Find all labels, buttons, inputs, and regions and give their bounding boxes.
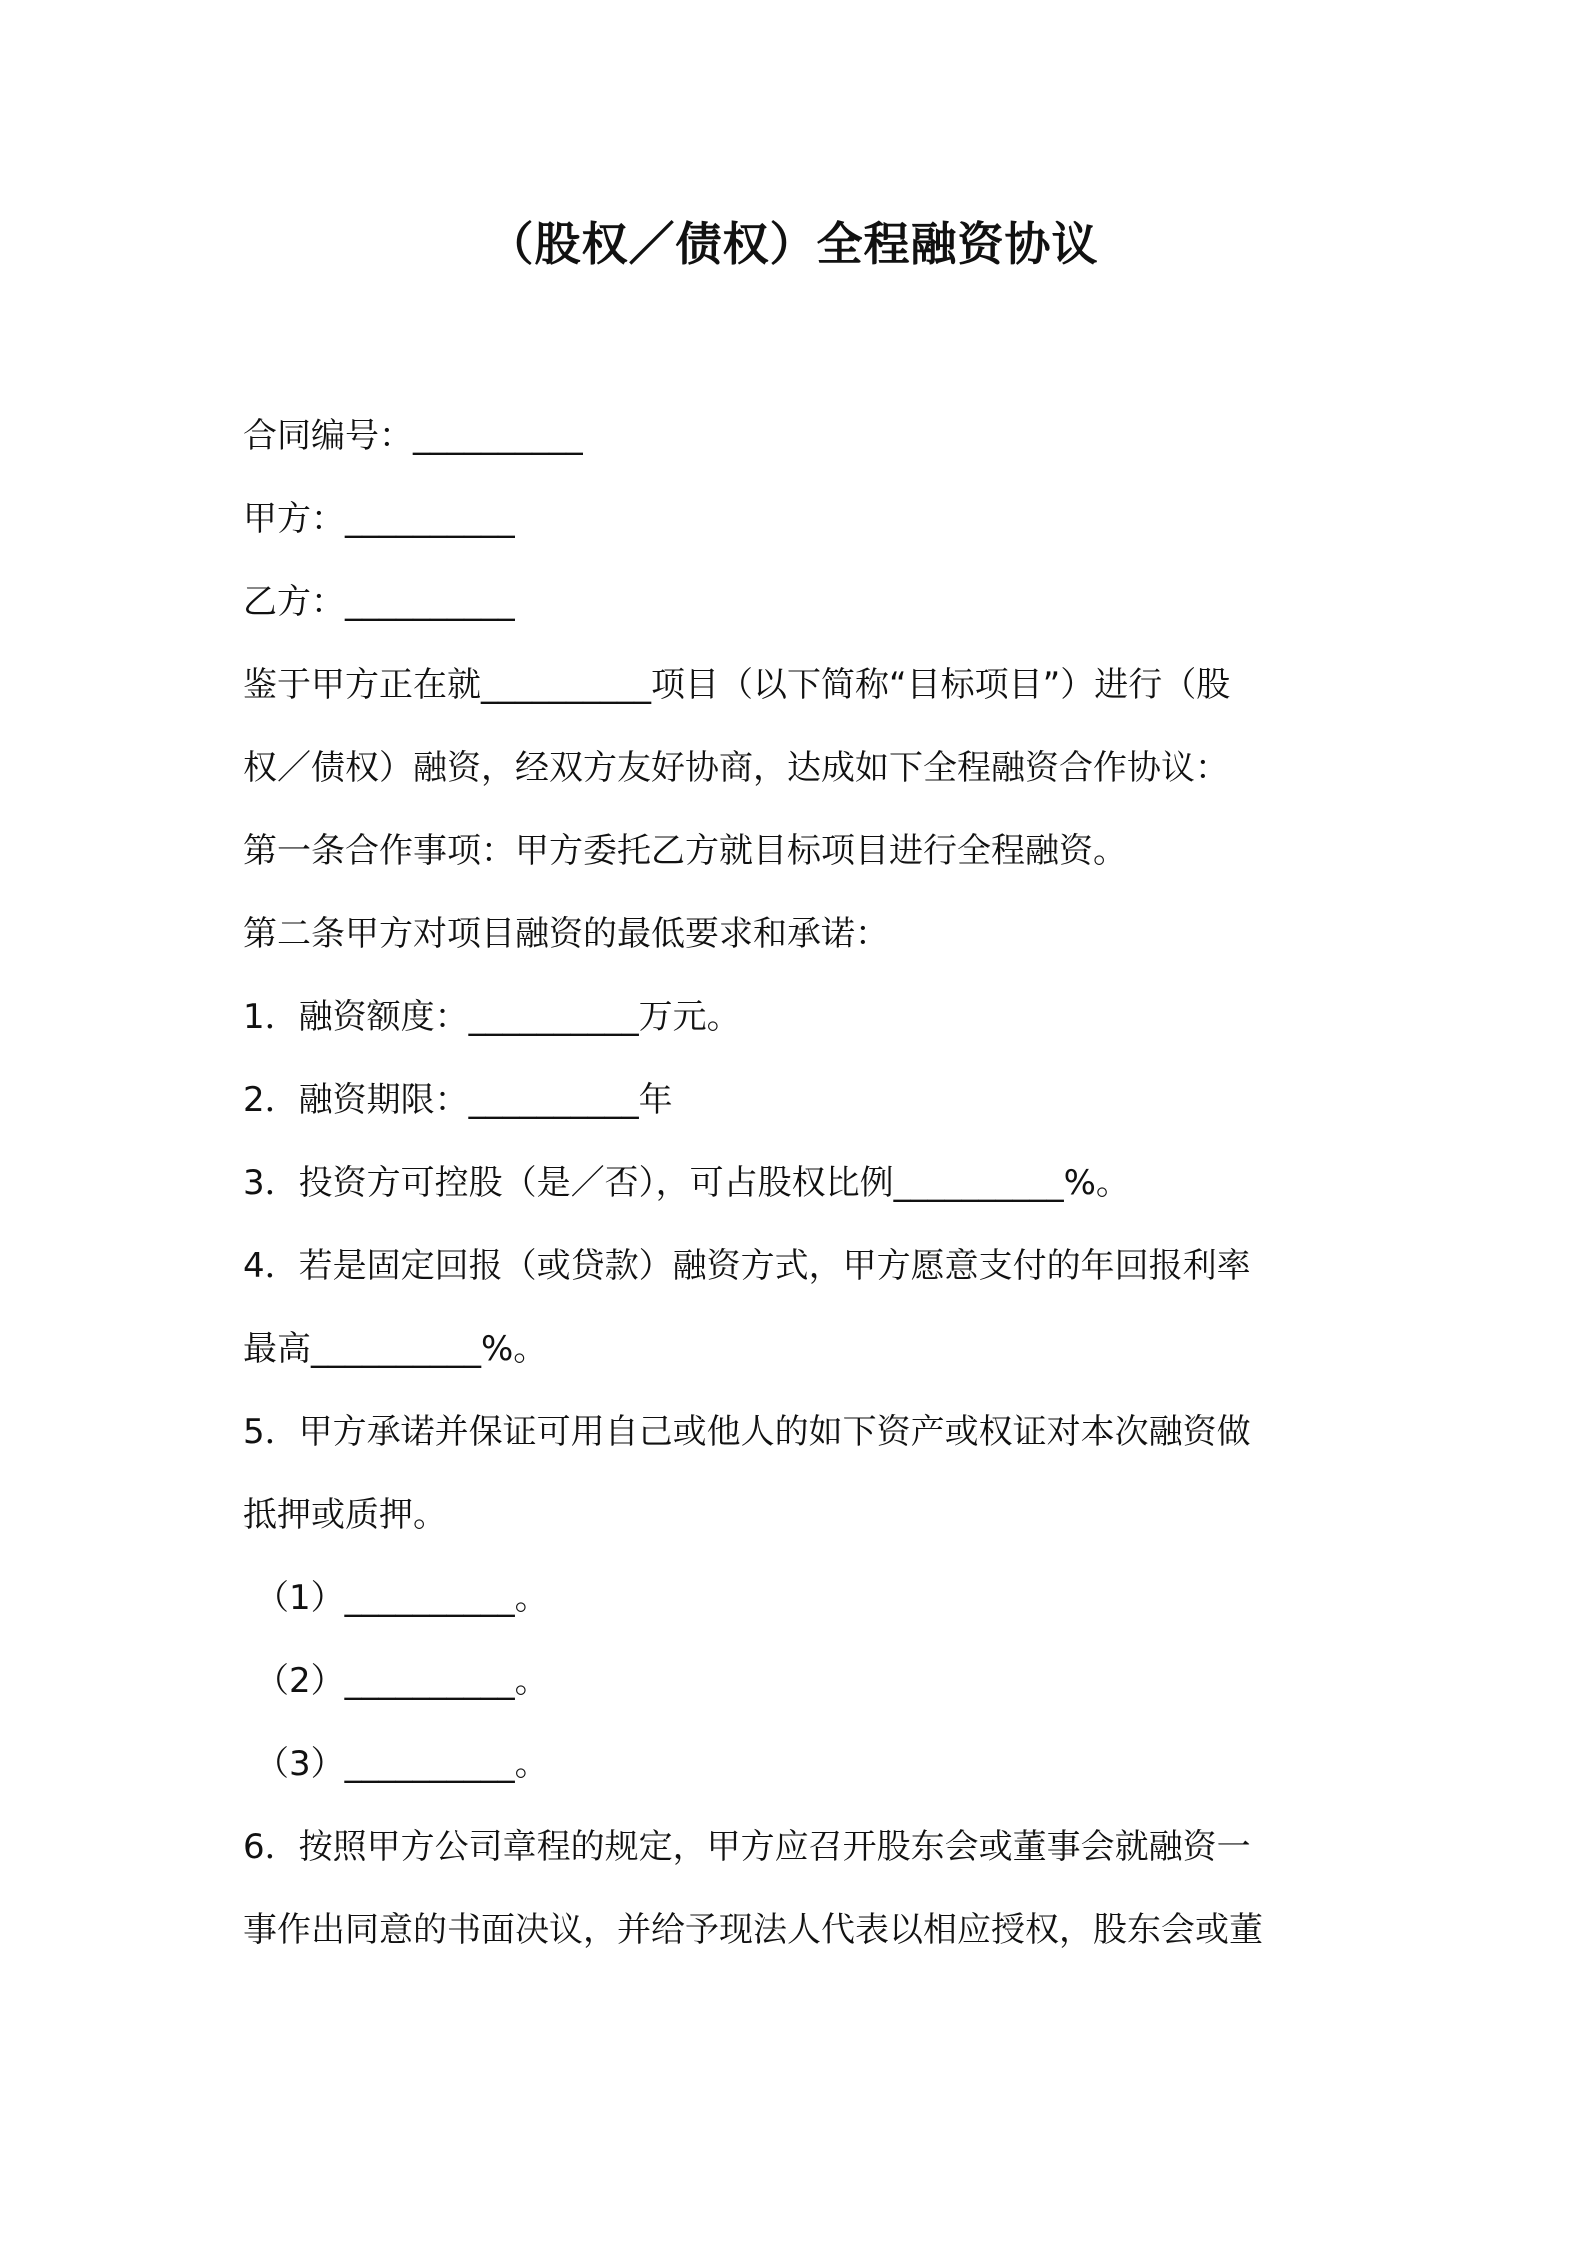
item-5-collateral-line-2: 抵押或质押。 (243, 1495, 447, 1535)
item-4-return-rate-line-1: 4．若是固定回报（或贷款）融资方式，甲方愿意支付的年回报利率 (243, 1246, 1251, 1286)
item-5-collateral-line-1: 5．甲方承诺并保证可用自己或他人的如下资产或权证对本次融资做 (243, 1412, 1251, 1452)
preamble-line-1: 鉴于甲方正在就__________项目（以下简称“目标项目”）进行（股 (243, 665, 1231, 705)
preamble-line-2: 权／债权）融资，经双方友好协商，达成如下全程融资合作协议： (243, 748, 1229, 788)
item-6-resolution-line-2: 事作出同意的书面决议，并给予现法人代表以相应授权，股东会或董 (243, 1910, 1263, 1950)
item-2-financing-term: 2．融资期限：__________年 (243, 1080, 673, 1120)
party-a-line: 甲方：__________ (243, 499, 515, 539)
contract-number-line: 合同编号：__________ (243, 416, 583, 456)
document-title: （股权／债权）全程融资协议 (487, 217, 1099, 271)
item-1-financing-amount: 1．融资额度：__________万元。 (243, 997, 741, 1037)
collateral-item-1: （1）__________。 (255, 1578, 549, 1618)
document-body (243, 0, 1363, 2244)
item-4-return-rate-line-2: 最高__________%。 (243, 1329, 548, 1369)
party-b-line: 乙方：__________ (243, 582, 515, 622)
collateral-item-3: （3）__________。 (255, 1744, 549, 1784)
collateral-item-2: （2）__________。 (255, 1661, 549, 1701)
article-1-line: 第一条合作事项：甲方委托乙方就目标项目进行全程融资。 (243, 831, 1127, 871)
item-3-equity-ratio: 3．投资方可控股（是／否），可占股权比例__________%。 (243, 1163, 1130, 1203)
article-2-heading: 第二条甲方对项目融资的最低要求和承诺： (243, 914, 889, 954)
item-6-resolution-line-1: 6．按照甲方公司章程的规定，甲方应召开股东会或董事会就融资一 (243, 1827, 1251, 1867)
